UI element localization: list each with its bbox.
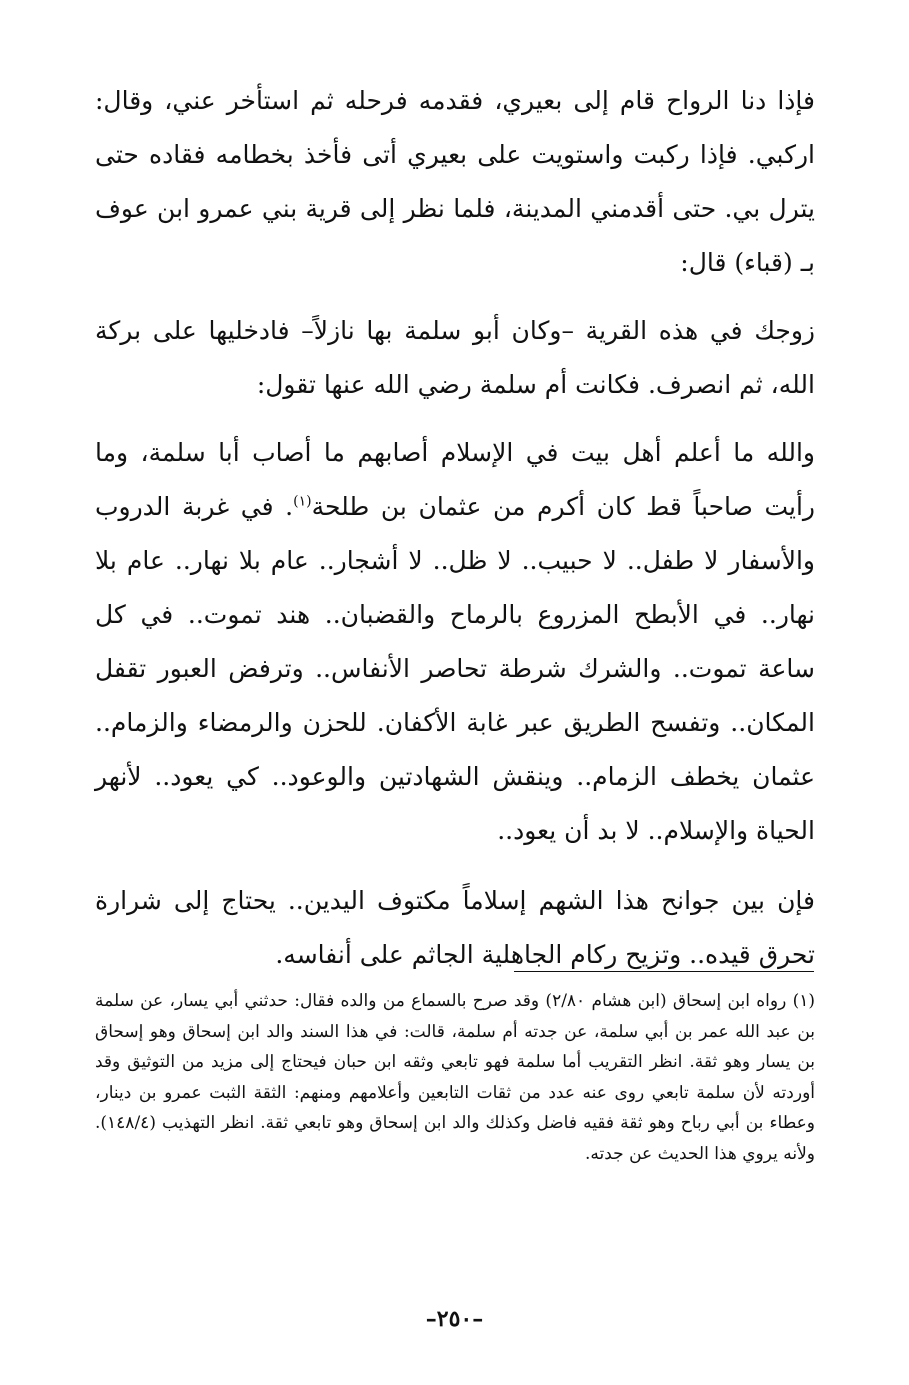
footnote-separator bbox=[514, 971, 814, 972]
paragraph-2: زوجك في هذه القرية –وكان أبو سلمة بها نازلاً– فادخليها على بركة الله، ثم انصرف. فكانت أم سلمة رضي الله عنها تقول: bbox=[95, 316, 815, 399]
footnote: (١) رواه ابن إسحاق (ابن هشام ٢/٨٠) وقد صرح بالسماع من والده فقال: حدثني أبي يسار، عن سلمة بن عبد الله عمر بن أبي سلمة، عن جدته أم سلمة، قالت: في هذا السند والد ابن إسحاق وهو إسحاق بن يسار وهو ثقة. انظر التقريب أما سلمة فهو تابعي وثقه ابن حبان فيحتاج إلى مزيد من التوثيق وقد أوردته لأن سلمة تابعي روى عنه عدد من ثقات التابعين وأعلامهم ومنهم: الثقة الثبت عمرو بن دينار، وعطاء بن أبي رباح وهو ثقة فقيه فاضل وكذلك والد ابن إسحاق وهو تابعي ثقة. انظر التهذيب (١٤٨/٤). ولأنه يروي هذا الحديث عن جدته. bbox=[95, 991, 815, 1164]
paragraph-4: فإن بين جوانح هذا الشهم إسلاماً مكتوف اليدين.. يحتاج إلى شرارة تحرق قيده.. وتزيح ركام الجاهلية الجاثم على أنفاسه. bbox=[95, 886, 815, 969]
paragraph-3-part-1: والله ما أعلم أهل بيت في الإسلام أصابهم ما أصاب أبا سلمة، وما رأيت صاحباً قط كان أكرم من عثمان بن طلحة bbox=[95, 438, 815, 521]
paragraph-3-part-2: . في غربة الدروب والأسفار لا طفل.. لا حبيب.. لا ظل.. لا أشجار.. عام بلا نهار.. عام بلا نهار.. في الأبطح المزروع بالرماح والقضبان.. هند تموت.. في كل ساعة تموت.. والشرك شرطة تحاصر الأنفاس.. وترفض العبور تقفل المكان.. وتفسح الطريق عبر غابة الأكفان. للحزن والرمضاء والزمام.. عثمان يخطف الزمام.. وينقش الشهادتين والوعود.. كي يعود.. لأنهر الحياة والإسلام.. لا بد أن يعود.. bbox=[95, 492, 815, 845]
paragraph-1: فإذا دنا الرواح قام إلى بعيري، فقدمه فرحله ثم استأخر عني، وقال: اركبي. فإذا ركبت واستويت على بعيري أتى فأخذ بخطامه فقاده حتى يترل بي. حتى أقدمني المدينة، فلما نظر إلى قرية بني عمرو ابن عوف بـ (قباء) قال: bbox=[95, 86, 815, 277]
page-number: –٢٥٠– bbox=[425, 1306, 484, 1332]
footnote-reference[interactable]: (١) bbox=[293, 493, 312, 510]
paragraph-3 bbox=[95, 426, 815, 858]
main-text bbox=[95, 74, 815, 1000]
